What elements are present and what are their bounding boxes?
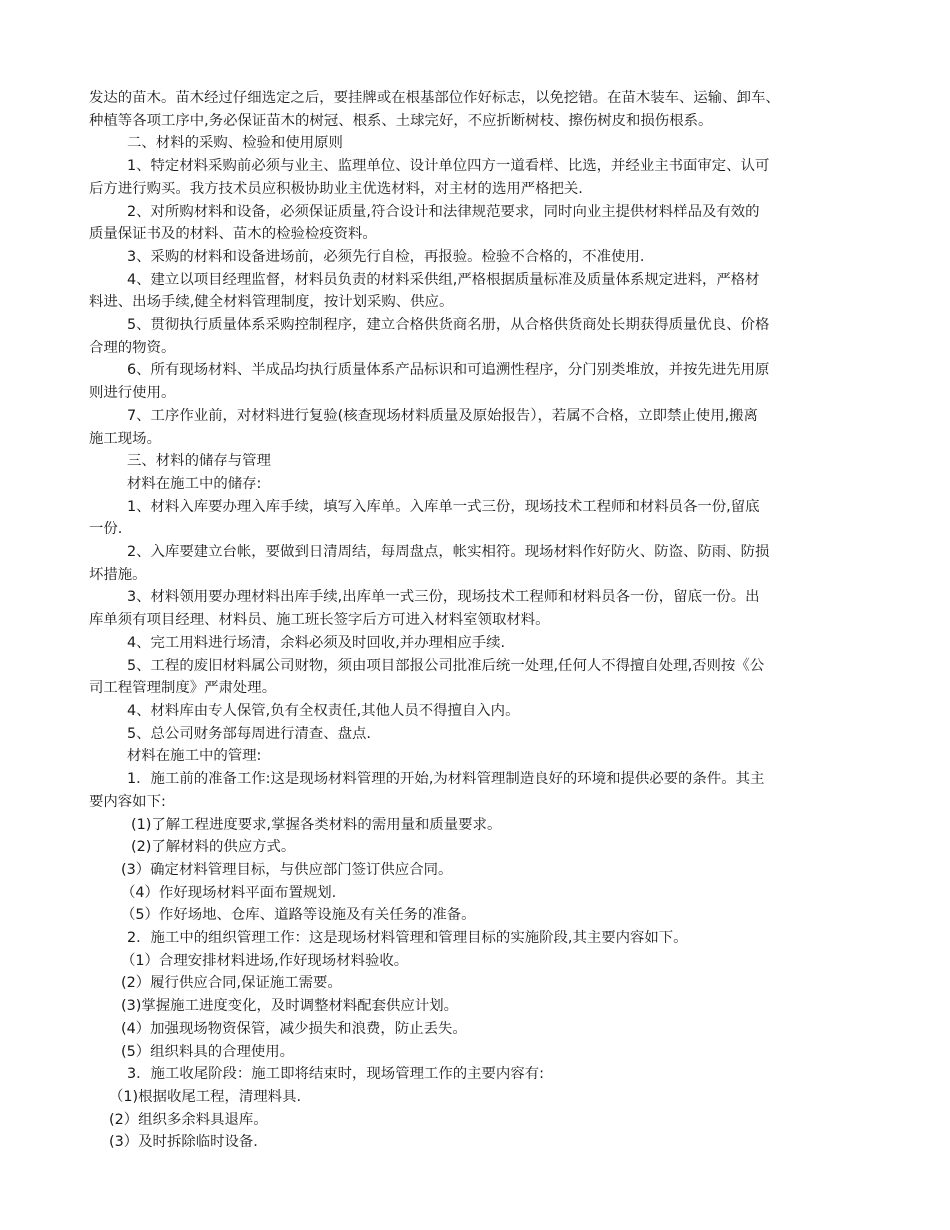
text-line: 3．施工收尾阶段：施工即将结束时，现场管理工作的主要内容有: bbox=[127, 1066, 544, 1083]
text-line: (1)了解工程进度要求,掌握各类材料的需用量和质量要求。 bbox=[131, 816, 502, 833]
text-line: （1)根据收尾工程，清理料具. bbox=[109, 1088, 302, 1105]
text-line: 料进、出场手续,健全材料管理制度，按计划采购、供应。 bbox=[89, 294, 454, 311]
text-line: 6、所有现场材料、半成品均执行质量体系产品标识和可追溯性程序，分门别类堆放，并按先进先用原 bbox=[127, 362, 770, 379]
text-line: (2）履行供应合同,保证施工需要。 bbox=[121, 975, 342, 992]
text-line: 要内容如下: bbox=[89, 793, 166, 810]
text-line: 合理的物资。 bbox=[89, 339, 176, 356]
text-line: 司工程管理制度》严肃处理。 bbox=[89, 680, 277, 697]
text-line: 3、采购的材料和设备进场前，必须先行自检，再报验。检验不合格的，不准使用. bbox=[127, 248, 645, 265]
text-line: 发达的苗木。苗木经过仔细选定之后，要挂牌或在根基部位作好标志，以免挖错。在苗木装车、运输、卸车、 bbox=[89, 90, 780, 106]
text-line: 一份. bbox=[89, 521, 123, 538]
text-line: 1．施工前的准备工作:这是现场材料管理的开始,为材料管理制造良好的环境和提供必要的条件。其主 bbox=[127, 771, 765, 788]
text-line: 种植等各项工序中,务必保证苗木的树冠、根系、土球完好，不应折断树枝、擦伤树皮和损伤根系。 bbox=[89, 112, 713, 129]
text-line: 1、特定材料采购前必须与业主、监理单位、设计单位四方一道看样、比选，并经业主书面审定、认可 bbox=[127, 158, 770, 175]
text-line: 1、材料入库要办理入库手续，填写入库单。入库单一式三份，现场技术工程师和材料员各一份,留底 bbox=[127, 498, 760, 515]
text-line: （5）作好场地、仓库、道路等设施及有关任务的准备。 bbox=[121, 907, 476, 924]
text-line: 材料在施工中的储存: bbox=[127, 475, 262, 492]
text-line: （1）合理安排材料进场,作好现场材料验收。 bbox=[121, 952, 409, 969]
text-line: 4、材料库由专人保管,负有全权责任,其他人员不得擅自入内。 bbox=[127, 702, 520, 719]
text-line: 库单须有项目经理、材料员、施工班长签字后方可进入材料室领取材料。 bbox=[89, 612, 550, 629]
text-line: 3、材料领用要办理材料出库手续,出库单一式三份，现场技术工程师和材料员各一份，留底一份。出 bbox=[127, 589, 760, 606]
text-line: 则进行使用。 bbox=[89, 385, 176, 402]
text-line: (2)了解材料的供应方式。 bbox=[131, 839, 296, 856]
text-line: 施工现场。 bbox=[89, 430, 161, 447]
text-line: 三、材料的储存与管理 bbox=[127, 453, 271, 470]
text-line: (4）加强现场物资保管，减少损失和浪费，防止丢失。 bbox=[121, 1020, 467, 1037]
text-line: (5）组织料具的合理使用。 bbox=[121, 1043, 295, 1060]
text-line: 5、工程的废旧材料属公司财物，须由项目部报公司批准后统一处理,任何人不得擅自处理,否则按《公 bbox=[127, 657, 765, 674]
text-line: 5、贯彻执行质量体系采购控制程序，建立合格供货商名册，从合格供货商处长期获得质量优良、价格 bbox=[127, 317, 770, 334]
text-line: (3）确定材料管理目标，与供应部门签订供应合同。 bbox=[121, 861, 453, 878]
text-line: 4、完工用料进行场清，余料必须及时回收,并办理相应手续. bbox=[127, 634, 506, 651]
text-line: 材料在施工中的管理: bbox=[127, 748, 262, 765]
text-line: (2）组织多余料具退库。 bbox=[109, 1111, 268, 1128]
text-line: （4）作好现场材料平面布置规划. bbox=[121, 884, 337, 901]
text-line: 2、对所购材料和设备，必须保证质量,符合设计和法律规范要求，同时向业主提供材料样品及有效的 bbox=[127, 203, 760, 220]
document-body bbox=[89, 87, 865, 1154]
text-line: (3)掌握施工进度变化，及时调整材料配套供应计划。 bbox=[121, 998, 458, 1015]
text-line: 2．施工中的组织管理工作：这是现场材料管理和管理目标的实施阶段,其主要内容如下。 bbox=[127, 930, 688, 947]
text-line: 后方进行购买。我方技术员应积极协助业主优选材料，对主材的选用严格把关. bbox=[89, 180, 583, 197]
text-line: 5、总公司财务部每周进行清查、盘点. bbox=[127, 725, 371, 742]
text-line: 7、工序作业前，对材料进行复验(核查现场材料质量及原始报告），若属不合格，立即禁止使用,搬离 bbox=[127, 407, 758, 424]
text-line: 2、入库要建立台帐，要做到日清周结，每周盘点，帐实相符。现场材料作好防火、防盗、防雨、防损 bbox=[127, 544, 770, 561]
text-line: 质量保证书及的材料、苗木的检验检疫资料。 bbox=[89, 226, 377, 243]
text-line: 4、建立以项目经理监督，材料员负责的材料采供组,严格根据质量标准及质量体系规定进料，严格材 bbox=[127, 271, 760, 288]
text-line: (3）及时拆除临时设备. bbox=[109, 1134, 258, 1151]
text-line: 坏措施。 bbox=[89, 566, 147, 583]
text-line: 二、材料的采购、检验和使用原则 bbox=[127, 135, 343, 152]
